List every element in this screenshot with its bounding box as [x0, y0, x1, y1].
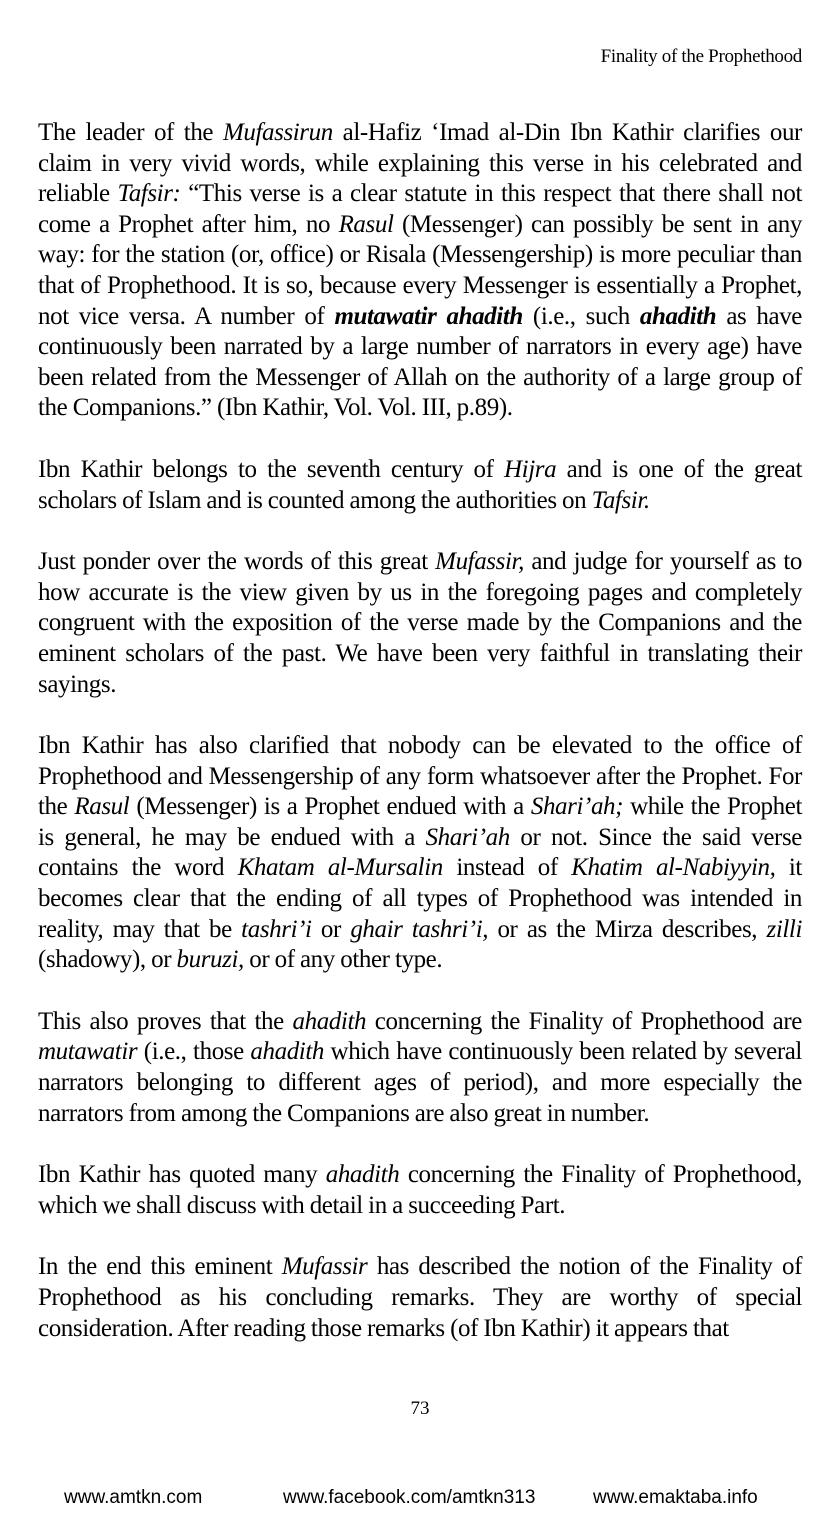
footer-link-facebook[interactable]: www.facebook.com/amtkn313: [283, 1487, 536, 1508]
emphasized-term: buruzi,: [176, 946, 244, 974]
text-run: (shadowy), or: [38, 946, 177, 974]
text-run: and is one of the great scholars of Islam and is counted among the authorities on: [38, 455, 802, 514]
text-run: al-Hafiz ‘Imad al-Din Ibn Kathir clarifies our claim in very vivid words, while explaining this verse in his celebrated and reliable: [38, 119, 802, 208]
emphasized-term: ghair tashri’i,: [350, 915, 489, 943]
text-run: concerning the Finality of Prophethood, which we shall discuss with detail in a succeeding Part.: [38, 1161, 802, 1219]
text-run: which have continuously been related by several narrators belonging to different ages of period), and more especially the narrators from among the Companions are also great in number.: [38, 1038, 802, 1127]
page-number: 73: [410, 1398, 430, 1419]
paragraph-2: [38, 455, 802, 516]
text-run: Ibn Kathir has also clarified that nobody can be elevated to the office of Prophethood and Messengership of any form whatsoever after the Prophet. For the: [38, 732, 802, 821]
text-run: or of any other type.: [243, 946, 443, 974]
emphasized-term: Khatim al-Nabiyyin,: [571, 854, 776, 882]
emphasized-term: Shari’ah: [425, 823, 510, 851]
text-run: or: [311, 915, 351, 943]
text-run: while the Prophet is general, he may be endued with a: [38, 793, 802, 851]
text-run: or not. Since the said verse contains the word: [38, 823, 802, 882]
emphasized-term: ahadith: [250, 1038, 324, 1066]
text-run: and judge for yourself as to how accurate is the view given by us in the foregoing pages and completely congruent with the exposition of the verse made by the Companions and the eminent scholars of the past. We have been very faithful in translating their sayings.: [38, 548, 802, 698]
paragraph-6: [38, 1160, 802, 1221]
text-run: Ibn Kathir has quoted many: [38, 1161, 326, 1189]
text-run: as have continuously been narrated by a large number of narrators in every age) have been related from the Messenger of Allah on the authority of a large group of the Companions.” (Ibn Kathir, Vol. Vol. III, p.89).: [38, 302, 802, 422]
text-run: (Messenger) can possibly be sent in any way: for the station (or, office) or Risala (Messengership) is more peculiar than that of Prophethood. It is so, because every Messenger is essentially a Prophet, not vice versa. A number of: [38, 210, 803, 330]
emphasized-term: Shari’ah;: [530, 793, 624, 821]
emphasized-term: Rasul: [338, 210, 394, 238]
emphasized-term: Mufassirun: [222, 119, 333, 146]
text-run: it becomes clear that the ending of all types of Prophethood was intended in reality, may that be: [38, 854, 802, 943]
paragraph-5: [38, 1007, 802, 1129]
emphasized-term: ahadith: [325, 1161, 400, 1189]
text-run: concerning the Finality of Prophethood are: [366, 1007, 802, 1035]
emphasized-term: Tafsir:: [117, 180, 181, 208]
paragraph-3: [38, 547, 802, 700]
text-run: (Messenger) is a Prophet endued with a: [129, 793, 531, 821]
emphasized-term: Rasul: [74, 793, 130, 821]
emphasized-term: ahadith: [639, 302, 717, 330]
emphasized-term: ahadith: [292, 1007, 367, 1035]
emphasized-term: Khatam al-Mursalin: [237, 854, 443, 882]
text-run: (i.e., such: [522, 302, 640, 330]
text-run: The leader of the: [38, 119, 223, 146]
paragraph-1: [38, 118, 802, 424]
text-run: “This verse is a clear statute in this respect that there shall not come a Prophet after him, no: [38, 180, 802, 238]
emphasized-term: tashri’i: [241, 915, 312, 943]
text-run: or as the Mirza describes,: [488, 915, 767, 943]
paragraph-7: [38, 1252, 802, 1344]
text-run: Just ponder over the words of this great: [38, 548, 436, 576]
footer-link-amtkn[interactable]: www.amtkn.com: [64, 1487, 203, 1508]
emphasized-term: Hijra: [504, 455, 557, 483]
text-run: In the end this eminent: [38, 1253, 282, 1281]
paragraph-4: [38, 731, 802, 976]
text-run: instead of: [442, 854, 572, 882]
emphasized-term: mutawatir: [38, 1038, 138, 1066]
emphasized-term: mutawatir ahadith: [334, 302, 523, 330]
text-run: has described the notion of the Finality of Prophethood as his concluding remarks. They are worthy of special consideration. After reading those remarks (of Ibn Kathir) it appears that: [38, 1253, 802, 1342]
text-run: Ibn Kathir belongs to the seventh century of: [38, 455, 505, 483]
emphasized-term: Tafsir.: [591, 486, 650, 514]
emphasized-term: Mufassir: [281, 1253, 368, 1281]
running-header: Finality of the Prophethood: [600, 46, 802, 67]
text-run: (i.e., those: [137, 1038, 251, 1066]
body-text: [38, 118, 802, 1375]
emphasized-term: zilli: [766, 915, 803, 943]
footer-link-emaktaba[interactable]: www.emaktaba.info: [593, 1487, 758, 1508]
emphasized-term: Mufassir,: [435, 548, 524, 576]
text-run: This also proves that the: [38, 1007, 293, 1035]
